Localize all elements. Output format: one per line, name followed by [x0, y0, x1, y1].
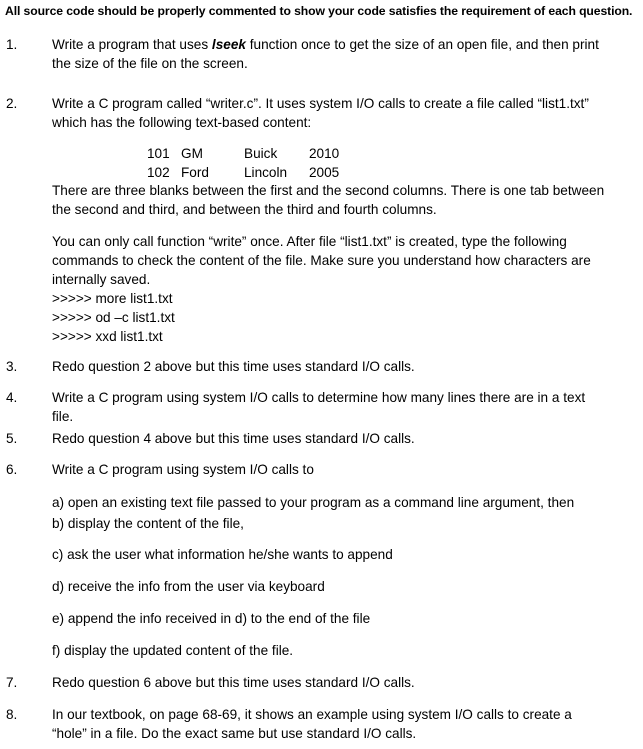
table-cell: 101 [147, 146, 170, 161]
question-line: Write a C program using system I/O calls to determine how many lines there are in a text [52, 390, 586, 405]
table-cell: Ford [181, 165, 209, 180]
instructions-header: All source code should be properly commented to show your code satisfies the requirement of each question. [5, 4, 633, 18]
question-line: Redo question 4 above but this time uses standard I/O calls. [52, 431, 415, 446]
command-line: >>>>> od –c list1.txt [52, 310, 175, 325]
question-number: 3. [6, 359, 18, 374]
command-line: >>>>> more list1.txt [52, 291, 173, 306]
question-line: commands to check the content of the file. Make sure you understand how characters are [52, 253, 591, 268]
function-name: lseek [211, 37, 246, 52]
sub-item-a: a) open an existing text file passed to your program as a command line argument, then [52, 495, 575, 510]
sub-item-f: f) display the updated content of the file. [52, 643, 294, 658]
table-cell: Lincoln [244, 165, 288, 180]
table-cell: 2010 [309, 146, 340, 161]
question-number: 8. [6, 707, 18, 722]
table-cell: Buick [244, 146, 278, 161]
table-row [0, 144, 643, 163]
question-number: 4. [6, 390, 18, 405]
sub-item-b: b) display the content of the file, [52, 516, 244, 531]
question-text [52, 388, 638, 426]
text-segment: function once to get the size of an open file, and then print [245, 37, 599, 52]
question-line [52, 35, 638, 54]
question-number: 2. [6, 96, 18, 111]
question-line: Redo question 6 above but this time uses standard I/O calls. [52, 675, 415, 690]
question-line: file. [52, 409, 74, 424]
sub-item-c: c) ask the user what information he/she wants to append [52, 547, 393, 562]
table-cell: 2005 [309, 165, 340, 180]
question-text [52, 673, 638, 692]
table-row [0, 163, 643, 182]
command-line: >>>>> xxd list1.txt [52, 329, 163, 344]
sub-item-d: d) receive the info from the user via keyboard [52, 579, 325, 594]
question-line: internally saved. [52, 272, 151, 287]
question-number: 6. [6, 462, 18, 477]
question-line: the second and third, and between the third and fourth columns. [52, 202, 437, 217]
question-number: 1. [6, 37, 18, 52]
question-line: the size of the file on the screen. [52, 56, 248, 71]
question-text [52, 357, 638, 376]
question-number: 7. [6, 675, 18, 690]
question-line: which has the following text-based content: [52, 115, 312, 130]
question-number: 5. [6, 431, 18, 446]
question-line: “hole” in a file. Do the exact same but use standard I/O calls. [52, 726, 417, 741]
question-2-commands [52, 232, 642, 346]
question-line: There are three blanks between the first and the second columns. There is one tab between [52, 183, 605, 198]
question-line: You can only call function “write” once. After file “list1.txt” is created, type the following [52, 234, 567, 249]
content-table [0, 144, 643, 182]
question-line: Write a C program using system I/O calls to [52, 462, 314, 477]
table-cell: 102 [147, 165, 170, 180]
sub-item-e: e) append the info received in d) to the end of the file [52, 611, 371, 626]
text-segment: Write a program that uses [52, 37, 212, 52]
question-text [52, 460, 638, 479]
question-line: In our textbook, on page 68-69, it shows an example using system I/O calls to create a [52, 707, 572, 722]
table-cell: GM [181, 146, 203, 161]
question-2-continued [52, 181, 642, 219]
question-line: Redo question 2 above but this time uses standard I/O calls. [52, 359, 415, 374]
question-text [52, 429, 638, 448]
question-line: Write a C program called “writer.c”. It uses system I/O calls to create a file called “list1.txt” [52, 96, 589, 111]
question-text [52, 705, 638, 743]
question-text [52, 35, 638, 73]
question-text [52, 94, 638, 132]
